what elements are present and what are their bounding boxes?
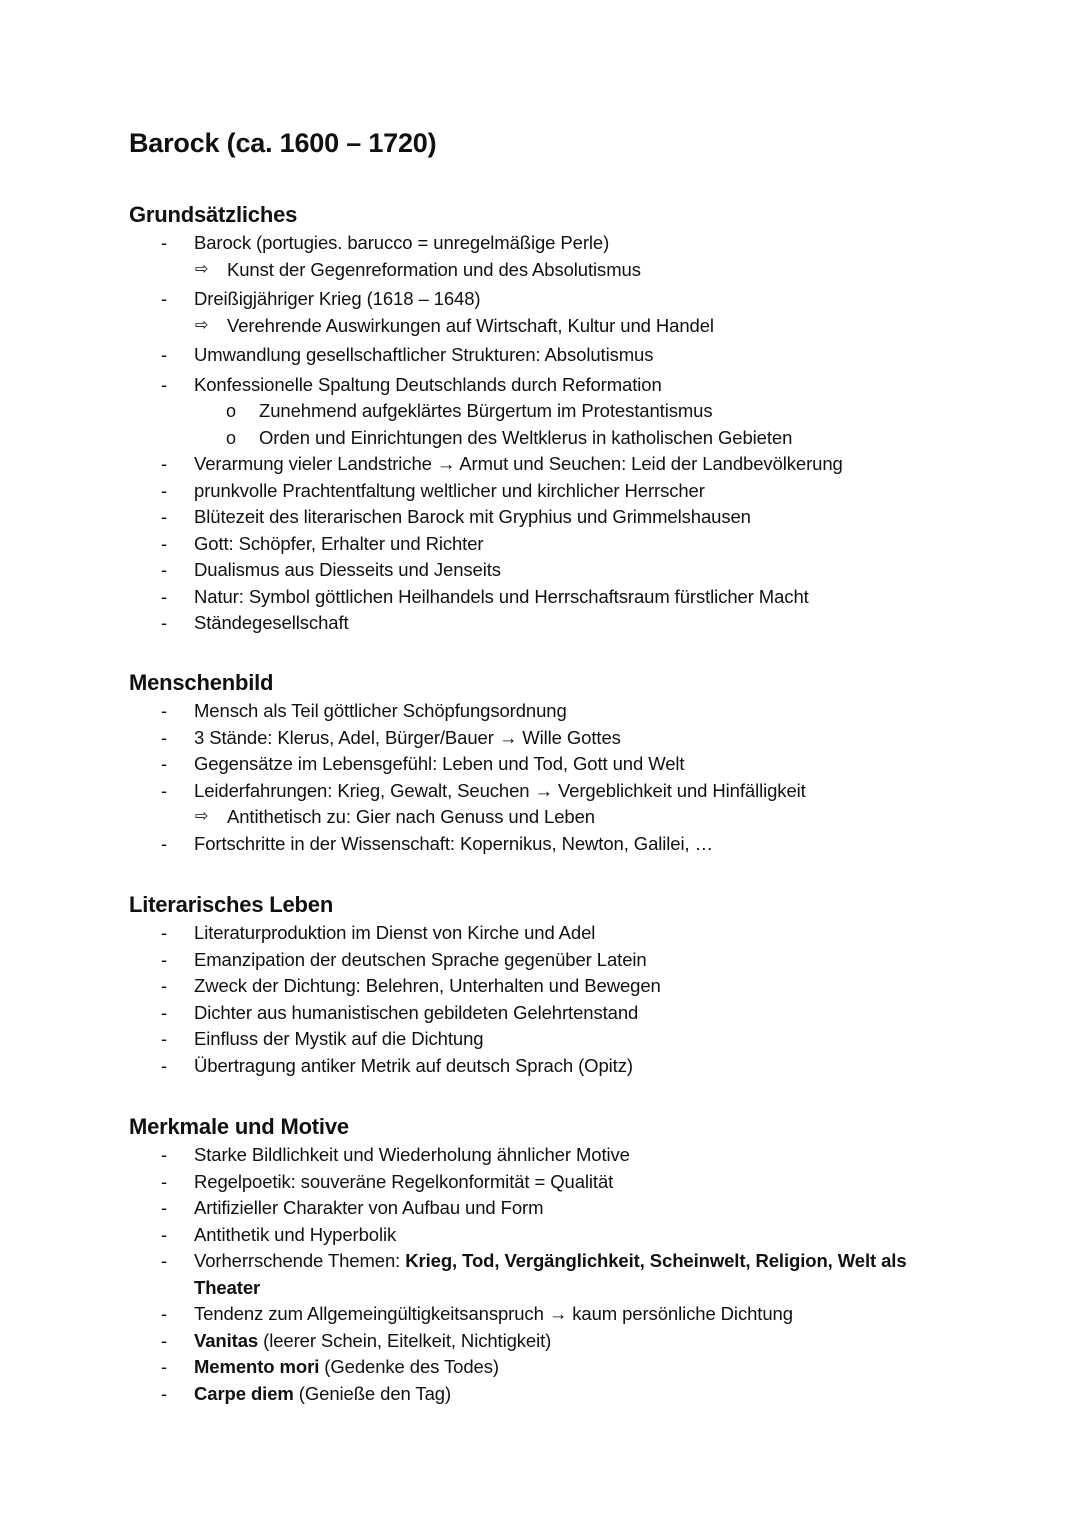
item-text: prunkvolle Prachtentfaltung weltlicher und kirchlicher Herrscher xyxy=(194,479,705,501)
dash-bullet-icon: - xyxy=(161,1250,168,1271)
list-item xyxy=(129,1301,1009,1328)
section-grundsaetzliches xyxy=(129,200,1009,637)
dash-bullet-icon: - xyxy=(161,612,168,633)
list-item xyxy=(129,372,1009,399)
list-item xyxy=(129,1328,1009,1355)
list-item xyxy=(129,1053,1009,1080)
section-merkmale-und-motive xyxy=(129,1112,1009,1407)
circle-bullet-icon: o xyxy=(226,401,236,421)
list-item xyxy=(129,1354,1009,1381)
list-item xyxy=(129,1000,1009,1027)
item-text: Umwandlung gesellschaftlicher Strukturen: Absolutismus xyxy=(194,344,654,365)
item-text: Gegensätze im Lebensgefühl: Leben und Tod, Gott und Welt xyxy=(194,753,685,774)
list-item xyxy=(129,313,1009,340)
document-title: Barock (ca. 1600 – 1720) xyxy=(129,128,437,158)
dash-bullet-icon: - xyxy=(161,373,168,395)
item-text: Fortschritte in der Wissenschaft: Kopernikus, Newton, Galilei, … xyxy=(194,832,713,854)
list-item xyxy=(129,920,1009,947)
item-text: Vorherrschende Themen: xyxy=(194,1250,406,1271)
section-heading: Menschenbild xyxy=(129,670,274,695)
list-item xyxy=(129,725,1009,752)
item-text: Leiderfahrungen: Krieg, Gewalt, Seuchen → Vergeblichkeit und Hinfälligkeit xyxy=(194,779,806,801)
item-text: Ständegesellschaft xyxy=(194,612,349,633)
list-item xyxy=(129,398,1009,425)
dash-bullet-icon: - xyxy=(161,726,168,748)
item-text: Verehrende Auswirkungen auf Wirtschaft, Kultur und Handel xyxy=(227,314,714,336)
dash-bullet-icon: - xyxy=(161,288,168,309)
list-item xyxy=(129,1248,1009,1301)
item-text: Antithetik und Hyperbolik xyxy=(194,1223,397,1245)
item-text: Kunst der Gegenreformation und des Absolutismus xyxy=(227,258,641,280)
dash-bullet-icon: - xyxy=(161,1054,168,1076)
dash-bullet-icon: - xyxy=(161,1223,168,1245)
section-heading: Merkmale und Motive xyxy=(129,1114,349,1139)
list-item xyxy=(129,286,1009,313)
list-item xyxy=(129,451,1009,478)
item-bold-text: Carpe diem xyxy=(194,1382,294,1404)
item-text: Verarmung vieler Landstriche → Armut und Seuchen: Leid der Landbevölkerung xyxy=(194,453,843,474)
dash-bullet-icon: - xyxy=(161,922,168,943)
list-item xyxy=(129,557,1009,584)
item-text: (Gedenke des Todes) xyxy=(319,1356,499,1377)
item-text: Regelpoetik: souveräne Regelkonformität = Qualität xyxy=(194,1170,614,1192)
list-item xyxy=(129,804,1009,831)
list-item xyxy=(129,531,1009,558)
dash-bullet-icon: - xyxy=(161,975,168,996)
list-item xyxy=(129,831,1009,858)
dash-bullet-icon: - xyxy=(161,1197,168,1218)
section-heading: Grundsätzliches xyxy=(129,202,298,227)
dash-bullet-icon: - xyxy=(161,585,168,607)
item-text: Starke Bildlichkeit und Wiederholung ähnlicher Motive xyxy=(194,1144,630,1165)
list-item xyxy=(129,1142,1009,1169)
dash-bullet-icon: - xyxy=(161,779,168,801)
list-item xyxy=(129,478,1009,505)
dash-bullet-icon: - xyxy=(161,1028,168,1049)
dash-bullet-icon: - xyxy=(161,700,168,721)
dash-bullet-icon: - xyxy=(161,559,168,580)
section-literarisches-leben xyxy=(129,890,1009,1079)
list-item xyxy=(129,1381,1009,1408)
item-text: Blütezeit des literarischen Barock mit Gryphius und Grimmelshausen xyxy=(194,506,751,527)
list-item xyxy=(129,778,1009,805)
item-text: Antithetisch zu: Gier nach Genuss und Leben xyxy=(227,806,595,827)
list-item xyxy=(129,947,1009,974)
arrow-bullet-icon: ⇨ xyxy=(195,260,209,278)
list-item xyxy=(129,504,1009,531)
item-text: Zweck der Dichtung: Belehren, Unterhalten und Bewegen xyxy=(194,975,661,996)
item-text: Gott: Schöpfer, Erhalter und Richter xyxy=(194,532,484,554)
item-text: Dreißigjähriger Krieg (1618 – 1648) xyxy=(194,288,481,309)
list-item xyxy=(129,1222,1009,1249)
arrow-bullet-icon: ⇨ xyxy=(195,808,209,825)
dash-bullet-icon: - xyxy=(161,479,168,501)
dash-bullet-icon: - xyxy=(161,753,168,774)
dash-bullet-icon: - xyxy=(161,232,168,253)
dash-bullet-icon: - xyxy=(161,1170,168,1192)
dash-bullet-icon: - xyxy=(161,1001,168,1023)
list-item xyxy=(129,1026,1009,1053)
dash-bullet-icon: - xyxy=(161,948,168,970)
list-item xyxy=(129,698,1009,725)
item-text: Dualismus aus Diesseits und Jenseits xyxy=(194,559,501,580)
item-bold-text: Memento mori xyxy=(194,1356,320,1377)
circle-bullet-icon: o xyxy=(226,427,236,448)
item-text: Literaturproduktion im Dienst von Kirche und Adel xyxy=(194,922,596,943)
item-text: 3 Stände: Klerus, Adel, Bürger/Bauer → Wille Gottes xyxy=(194,726,621,748)
section-heading: Literarisches Leben xyxy=(129,892,334,917)
item-text: (Genieße den Tag) xyxy=(293,1382,452,1404)
dash-bullet-icon: - xyxy=(161,453,168,474)
list-item xyxy=(129,1195,1009,1222)
list-item xyxy=(129,1169,1009,1196)
list-item xyxy=(129,751,1009,778)
arrow-bullet-icon: ⇨ xyxy=(195,316,209,334)
item-text: (leerer Schein, Eitelkeit, Nichtigkeit) xyxy=(258,1329,552,1351)
item-text: Mensch als Teil göttlicher Schöpfungsordnung xyxy=(194,700,567,721)
dash-bullet-icon: - xyxy=(161,1382,168,1404)
item-text: Dichter aus humanistischen gebildeten Gelehrtenstand xyxy=(194,1001,639,1023)
item-text: Zunehmend aufgeklärtes Bürgertum im Protestantismus xyxy=(259,400,713,421)
dash-bullet-icon: - xyxy=(161,832,168,854)
item-text: Emanzipation der deutschen Sprache gegenüber Latein xyxy=(194,948,647,970)
dash-bullet-icon: - xyxy=(161,506,168,527)
dash-bullet-icon: - xyxy=(161,1303,168,1324)
item-text: Übertragung antiker Metrik auf deutsch Sprach (Opitz) xyxy=(194,1054,633,1076)
item-bold-text: Krieg, Tod, Vergänglichkeit, Scheinwelt, Religion, Welt als Theater xyxy=(194,1250,907,1298)
item-text: Einfluss der Mystik auf die Dichtung xyxy=(194,1028,484,1049)
section-menschenbild xyxy=(129,668,1009,857)
item-text: Tendenz zum Allgemeingültigkeitsanspruch → kaum persönliche Dichtung xyxy=(194,1303,793,1324)
list-item xyxy=(129,230,1009,257)
item-text: Artifizieller Charakter von Aufbau und Form xyxy=(194,1197,544,1218)
dash-bullet-icon: - xyxy=(161,1144,168,1165)
dash-bullet-icon: - xyxy=(161,532,168,554)
dash-bullet-icon: - xyxy=(161,1329,168,1351)
list-item xyxy=(129,610,1009,637)
list-item xyxy=(129,584,1009,611)
item-bold-text: Vanitas xyxy=(194,1329,259,1351)
list-item xyxy=(129,425,1009,452)
list-item xyxy=(129,973,1009,1000)
dash-bullet-icon: - xyxy=(161,1356,168,1377)
list-item xyxy=(129,257,1009,284)
item-text: Barock (portugies. barucco = unregelmäßige Perle) xyxy=(194,232,610,253)
item-text: Natur: Symbol göttlichen Heilhandels und Herrschaftsraum fürstlicher Macht xyxy=(194,585,809,607)
item-text: Konfessionelle Spaltung Deutschlands durch Reformation xyxy=(194,373,662,395)
item-text: Orden und Einrichtungen des Weltklerus in katholischen Gebieten xyxy=(259,426,793,448)
list-item xyxy=(129,342,1009,369)
dash-bullet-icon: - xyxy=(161,344,168,365)
